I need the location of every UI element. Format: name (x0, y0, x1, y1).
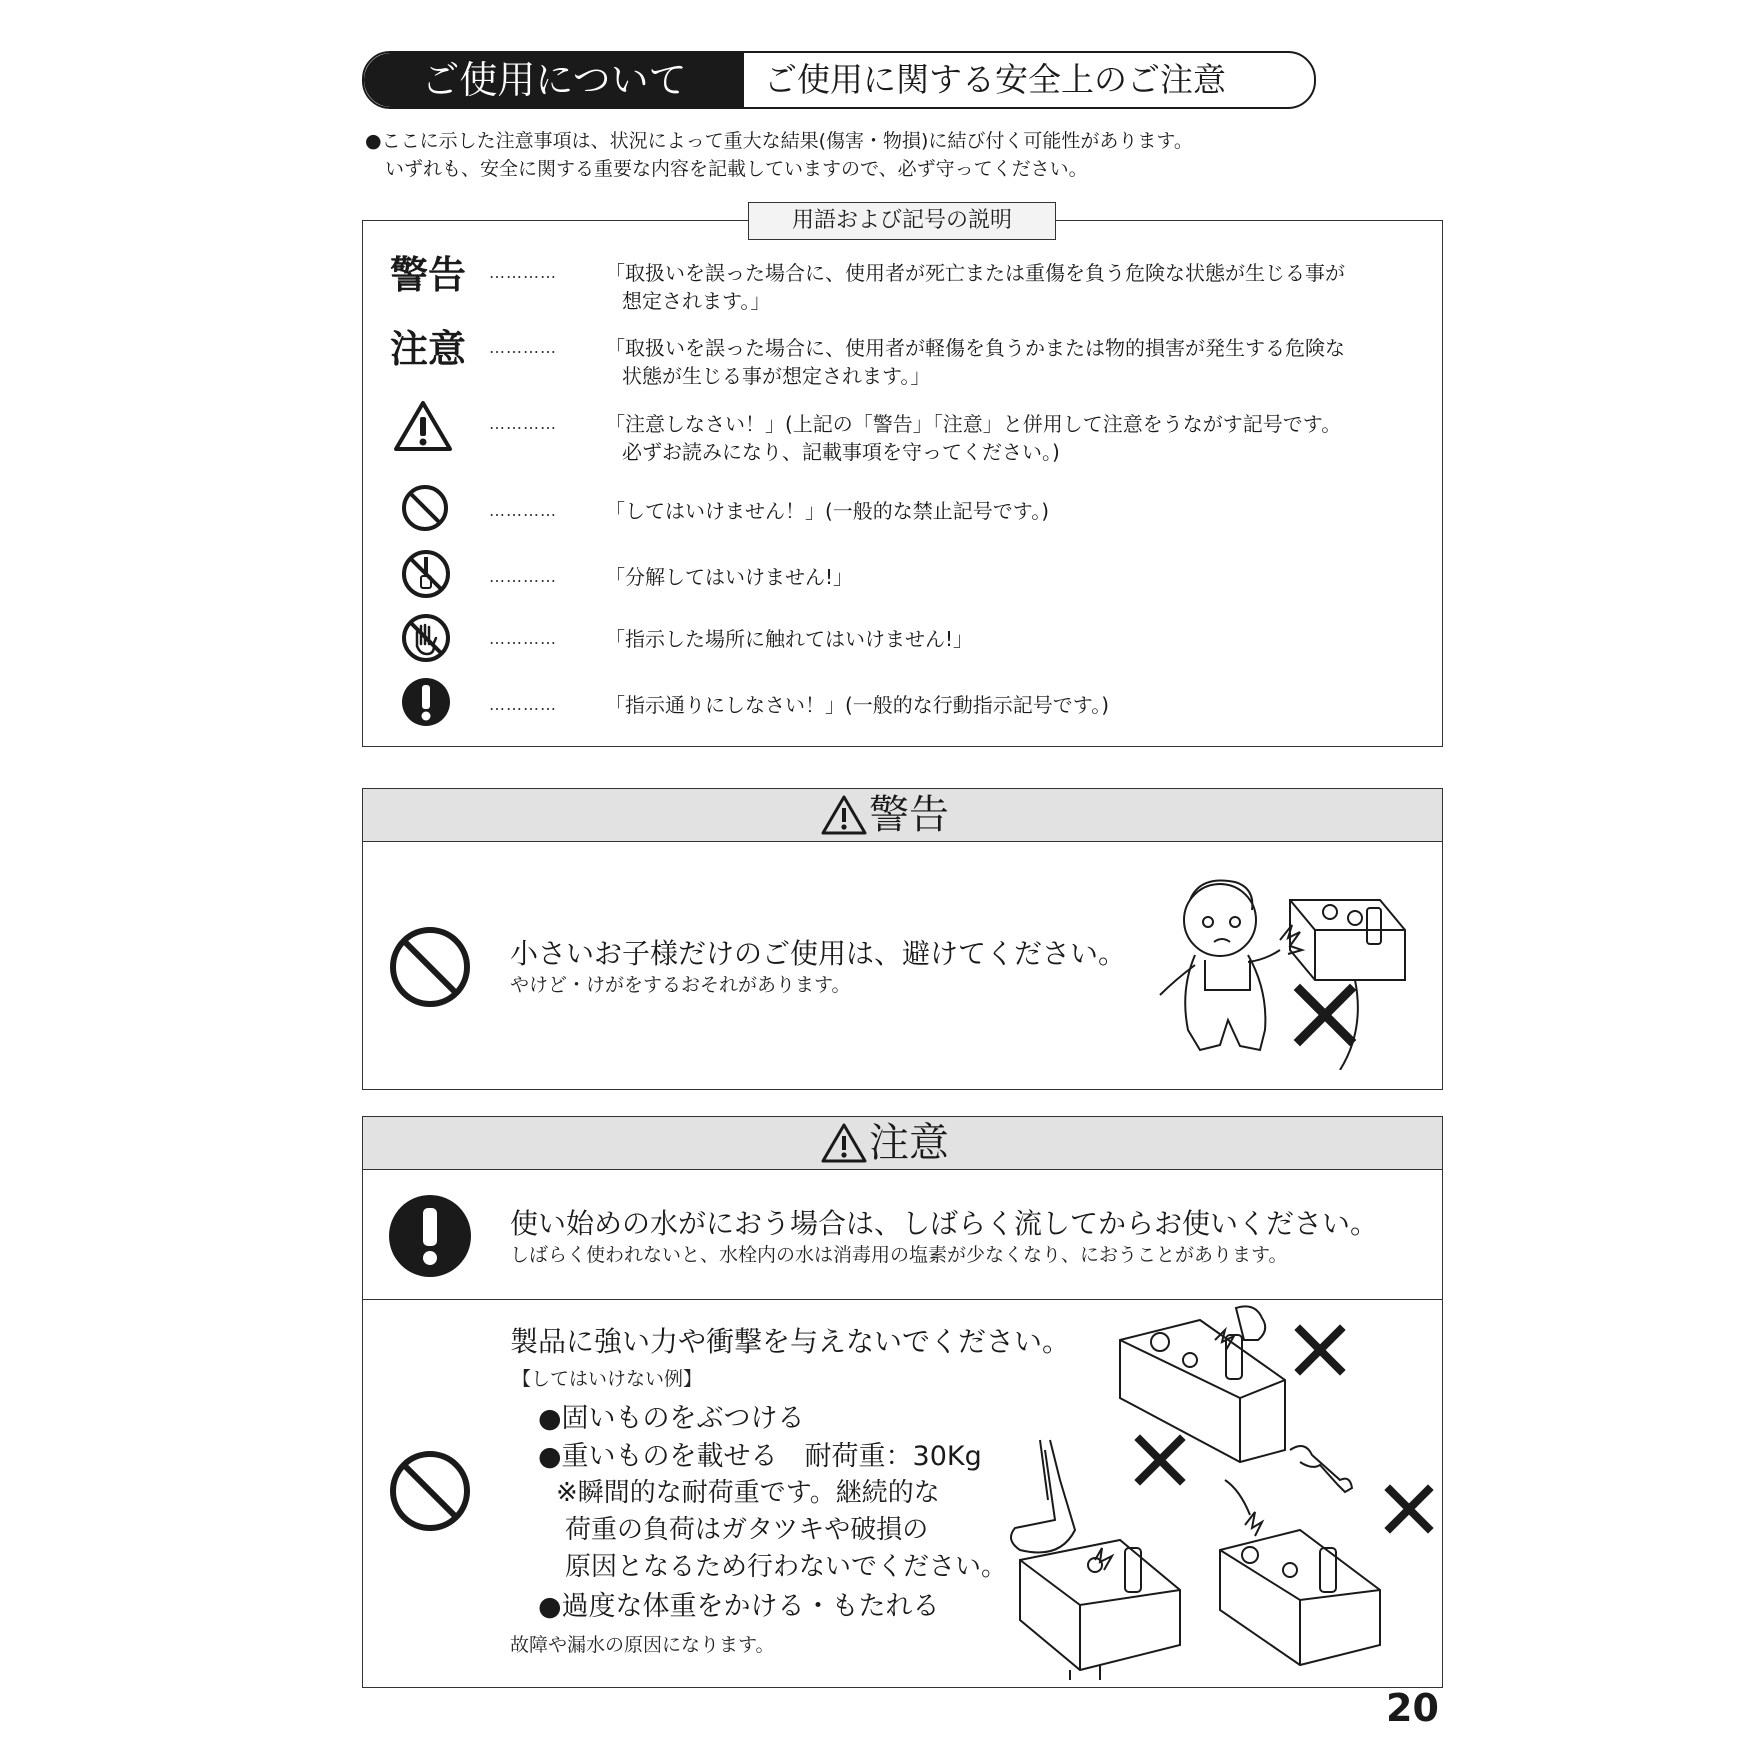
load-note: ※瞬間的な耐荷重です。継続的な (556, 1478, 940, 1508)
examples-label: 【してはいけない例】 (512, 1368, 703, 1390)
term-dots: ………… (489, 695, 557, 714)
intro-line-1: ●ここに示した注意事項は、状況によって重大な結果(傷害・物損)に結び付く可能性があります。 (365, 130, 1193, 152)
term-desc: 「取扱いを誤った場合に、使用者が軽傷を負うかまたは物的損害が発生する危険な (605, 336, 1345, 360)
warning-triangle-icon (821, 1123, 867, 1163)
impact-illustrations (1000, 1300, 1440, 1680)
load-note: 原因となるため行わないでください。 (565, 1552, 1008, 1582)
warning-triangle-icon (821, 795, 867, 835)
warning-header (363, 789, 1442, 842)
caution-item2-footer: 故障や漏水の原因になります。 (510, 1634, 775, 1656)
section-header (362, 51, 1316, 109)
term-dots: ………… (489, 567, 557, 586)
no-touch-icon (400, 612, 452, 664)
child-faucet-illustration (1140, 870, 1410, 1070)
section-label: ご使用について (364, 53, 744, 107)
intro-line-2: いずれも、安全に関する重要な内容を記載していますので、必ず守ってください。 (385, 158, 1088, 180)
mandatory-action-icon (388, 1194, 472, 1278)
term-desc: 必ずお読みになり、記載事項を守ってください。) (622, 440, 1060, 464)
caution-item1-main: 使い始めの水がにおう場合は、しばらく流してからお使いください。 (510, 1207, 1379, 1240)
warning-title: 警告 (869, 792, 949, 838)
load-note: 荷重の負荷はガタツキや破損の (565, 1515, 929, 1545)
example-bullet: ●固いものをぶつける (538, 1403, 805, 1434)
prohibition-icon (400, 483, 450, 533)
term-desc: 状態が生じる事が想定されます。」 (622, 364, 931, 388)
caution-item1-sub: しばらく使われないと、水栓内の水は消毒用の塩素が少なくなり、におうことがあります。 (510, 1244, 1288, 1266)
page-number: 20 (1386, 1686, 1439, 1730)
term-desc: 「注意しなさい！」(上記の「警告」「注意」と併用して注意をうながす記号です。 (605, 412, 1342, 436)
term-warning-word: 警告 (390, 253, 467, 297)
mandatory-action-icon (400, 676, 452, 728)
page-title: ご使用に関する安全上のご注意 (764, 60, 1226, 99)
caution-item2-main: 製品に強い力や衝撃を与えないでください。 (510, 1325, 1071, 1358)
term-dots: ………… (489, 629, 557, 648)
prohibition-icon (388, 925, 472, 1009)
example-bullet: ●重いものを載せる 耐荷重：30Kg (538, 1441, 982, 1472)
term-desc: 「してはいけません！」(一般的な禁止記号です。) (605, 499, 1050, 523)
terms-title: 用語および記号の説明 (748, 202, 1056, 240)
term-dots: ………… (489, 338, 557, 357)
term-dots: ………… (489, 263, 557, 282)
term-desc: 「指示通りにしなさい！」(一般的な行動指示記号です。) (605, 693, 1110, 717)
caution-header (363, 1117, 1442, 1170)
term-caution-word: 注意 (390, 327, 467, 371)
example-bullet: ●過度な体重をかける・もたれる (538, 1591, 940, 1622)
term-dots: ………… (489, 414, 557, 433)
terms-box (362, 220, 1443, 747)
warning-sub-text: やけど・けがをするおそれがあります。 (510, 974, 851, 996)
term-desc: 想定されます。」 (622, 289, 771, 313)
warning-main-text: 小さいお子様だけのご使用は、避けてください。 (510, 937, 1127, 970)
prohibition-icon (388, 1449, 472, 1533)
term-desc: 「取扱いを誤った場合に、使用者が死亡または重傷を負う危険な状態が生じる事が (605, 261, 1345, 285)
term-dots: ………… (489, 501, 557, 520)
warning-triangle-icon (393, 400, 453, 452)
no-disassembly-icon (400, 548, 452, 600)
caution-title: 注意 (869, 1120, 949, 1166)
term-desc: 「指示した場所に触れてはいけません!」 (605, 627, 974, 651)
term-desc: 「分解してはいけません!」 (605, 565, 854, 589)
